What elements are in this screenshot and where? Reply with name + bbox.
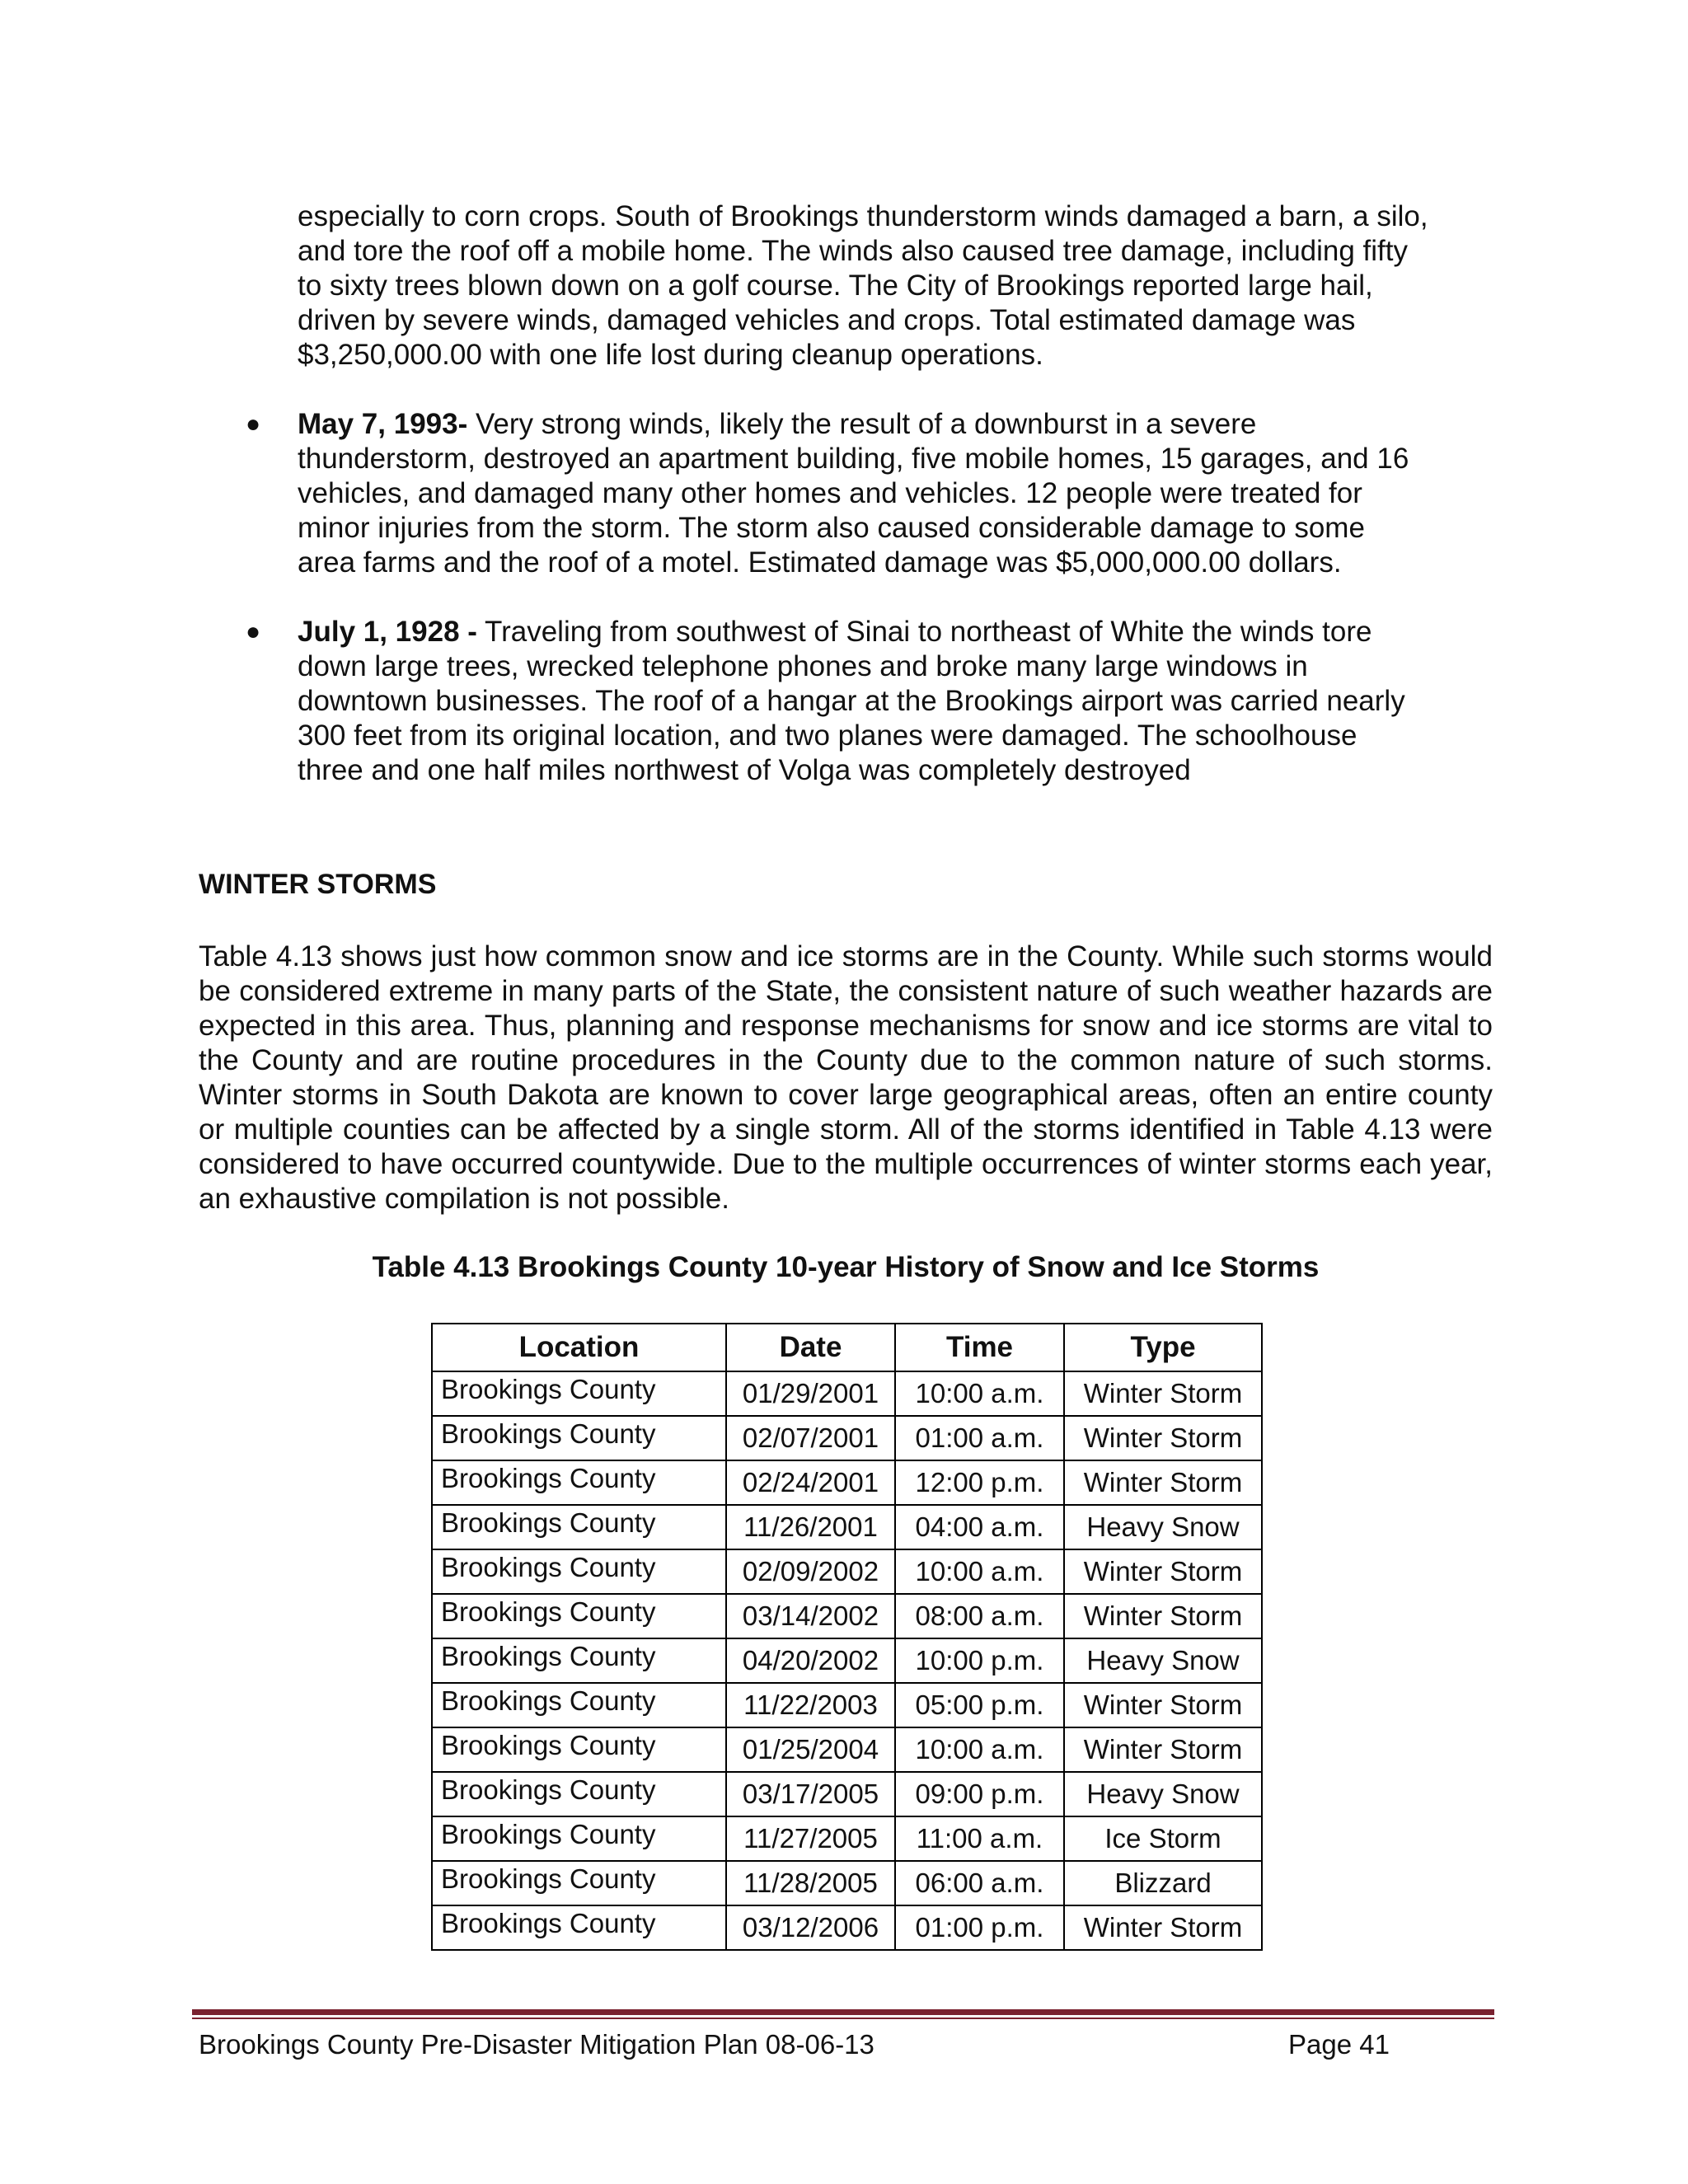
table-row (432, 1816, 1262, 1861)
section-heading: WINTER STORMS (199, 869, 437, 900)
cell-type: Winter Storm (1064, 1416, 1262, 1460)
bullet-line: down large trees, wrecked telephone phones and broke many large windows in (298, 650, 1308, 682)
cell-date: 11/27/2005 (726, 1816, 895, 1861)
bullet-line: downtown businesses. The roof of a hangar at the Brookings airport was carried nearly (298, 685, 1405, 717)
cell-type: Winter Storm (1064, 1683, 1262, 1727)
footer-rule-thin (192, 2018, 1494, 2019)
cell-date: 03/14/2002 (726, 1594, 895, 1638)
cell-time: 04:00 a.m. (895, 1505, 1064, 1549)
cell-date: 02/07/2001 (726, 1416, 895, 1460)
footer-rule (192, 2009, 1494, 2015)
bullet-date: July 1, 1928 - (298, 616, 477, 648)
header-location: Location (432, 1324, 726, 1371)
cell-time: 10:00 a.m. (895, 1727, 1064, 1772)
cell-type: Winter Storm (1064, 1460, 1262, 1505)
cell-time: 12:00 p.m. (895, 1460, 1064, 1505)
body-paragraph: Table 4.13 shows just how common snow and ice storms are in the County. While such storms would be considered extreme in many parts of the State, the consistent nature of such weather hazards are expected in this area. Thus, planning and response mechanisms for snow and ice storms are vital to the County and are routine procedures in the County due to the common nature of such storms. Winter storms in South Dakota are known to cover large geographical areas, often an entire county or multiple counties can be affected by a single storm. All of the storms identified in Table 4.13 were considered to have occurred countywide. Due to the multiple occurrences of winter storms each year, an exhaustive compilation is not possible. (199, 940, 1493, 1215)
cell-location: Brookings County (432, 1861, 726, 1905)
cell-location: Brookings County (432, 1460, 726, 1505)
cell-location: Brookings County (432, 1416, 726, 1460)
cell-type: Heavy Snow (1064, 1505, 1262, 1549)
bullet-line: vehicles, and damaged many other homes and vehicles. 12 people were treated for (298, 477, 1362, 509)
bullet-icon: ● (246, 410, 261, 438)
bullet-line: thunderstorm, destroyed an apartment building, five mobile homes, 15 garages, and 16 (298, 443, 1409, 475)
cell-time: 06:00 a.m. (895, 1861, 1064, 1905)
cell-location: Brookings County (432, 1905, 726, 1950)
header-type: Type (1064, 1324, 1262, 1371)
cell-date: 11/28/2005 (726, 1861, 895, 1905)
cell-date: 04/20/2002 (726, 1638, 895, 1683)
bullet-text: Very strong winds, likely the result of a downburst in a severe (467, 408, 1257, 440)
cell-time: 10:00 a.m. (895, 1371, 1064, 1416)
cell-type: Blizzard (1064, 1861, 1262, 1905)
cell-date: 01/29/2001 (726, 1371, 895, 1416)
cell-location: Brookings County (432, 1638, 726, 1683)
cell-location: Brookings County (432, 1371, 726, 1416)
bullet-date: May 7, 1993- (298, 408, 468, 440)
cell-date: 02/24/2001 (726, 1460, 895, 1505)
cell-type: Winter Storm (1064, 1594, 1262, 1638)
cell-location: Brookings County (432, 1683, 726, 1727)
cell-time: 05:00 p.m. (895, 1683, 1064, 1727)
bullet-text: Traveling from southwest of Sinai to northeast of White the winds tore (476, 616, 1372, 648)
bullet-line: area farms and the roof of a motel. Estimated damage was $5,000,000.00 dollars. (298, 546, 1342, 579)
continuation-line: especially to corn crops. South of Brookings thunderstorm winds damaged a barn, a silo, (298, 200, 1428, 232)
bullet-line: minor injuries from the storm. The storm also caused considerable damage to some (298, 512, 1365, 544)
table-row (432, 1683, 1262, 1727)
table-row (432, 1371, 1262, 1416)
table-row (432, 1772, 1262, 1816)
continuation-line: driven by severe winds, damaged vehicles and crops. Total estimated damage was (298, 304, 1356, 336)
cell-type: Heavy Snow (1064, 1638, 1262, 1683)
cell-type: Winter Storm (1064, 1549, 1262, 1594)
cell-date: 11/26/2001 (726, 1505, 895, 1549)
cell-type: Winter Storm (1064, 1371, 1262, 1416)
continuation-line: $3,250,000.00 with one life lost during cleanup operations. (298, 339, 1043, 371)
table-row (432, 1460, 1262, 1505)
cell-date: 02/09/2002 (726, 1549, 895, 1594)
cell-type: Winter Storm (1064, 1905, 1262, 1950)
cell-date: 11/22/2003 (726, 1683, 895, 1727)
continuation-line: and tore the roof off a mobile home. The winds also caused tree damage, including fifty (298, 235, 1409, 267)
cell-time: 01:00 p.m. (895, 1905, 1064, 1950)
bullet-line (298, 615, 1493, 649)
header-time: Time (895, 1324, 1064, 1371)
table-header-row (432, 1324, 1262, 1371)
table-row (432, 1549, 1262, 1594)
footer-title: Brookings County Pre-Disaster Mitigation Plan 08-06-13 (199, 2029, 874, 2060)
table-row (432, 1594, 1262, 1638)
cell-time: 10:00 a.m. (895, 1549, 1064, 1594)
storm-history-table (431, 1323, 1263, 1951)
cell-type: Winter Storm (1064, 1727, 1262, 1772)
cell-time: 11:00 a.m. (895, 1816, 1064, 1861)
cell-date: 03/17/2005 (726, 1772, 895, 1816)
cell-date: 01/25/2004 (726, 1727, 895, 1772)
cell-time: 10:00 p.m. (895, 1638, 1064, 1683)
cell-time: 09:00 p.m. (895, 1772, 1064, 1816)
cell-location: Brookings County (432, 1594, 726, 1638)
page-number: Page 41 (1288, 2029, 1390, 2060)
table-row (432, 1905, 1262, 1950)
bullet-line (298, 407, 1493, 442)
bullet-icon: ● (246, 618, 261, 645)
table-row (432, 1638, 1262, 1683)
table-row (432, 1416, 1262, 1460)
cell-type: Heavy Snow (1064, 1772, 1262, 1816)
bullet-line: three and one half miles northwest of Volga was completely destroyed (298, 754, 1191, 786)
continuation-line: to sixty trees blown down on a golf course. The City of Brookings reported large hail, (298, 269, 1373, 302)
bullet-line: 300 feet from its original location, and two planes were damaged. The schoolhouse (298, 719, 1357, 752)
cell-location: Brookings County (432, 1727, 726, 1772)
table-row (432, 1505, 1262, 1549)
cell-date: 03/12/2006 (726, 1905, 895, 1950)
table-caption: Table 4.13 Brookings County 10-year History of Snow and Ice Storms (372, 1251, 1320, 1283)
cell-location: Brookings County (432, 1505, 726, 1549)
cell-location: Brookings County (432, 1772, 726, 1816)
cell-type: Ice Storm (1064, 1816, 1262, 1861)
cell-time: 08:00 a.m. (895, 1594, 1064, 1638)
cell-location: Brookings County (432, 1816, 726, 1861)
cell-time: 01:00 a.m. (895, 1416, 1064, 1460)
cell-location: Brookings County (432, 1549, 726, 1594)
table-row (432, 1861, 1262, 1905)
table-row (432, 1727, 1262, 1772)
header-date: Date (726, 1324, 895, 1371)
